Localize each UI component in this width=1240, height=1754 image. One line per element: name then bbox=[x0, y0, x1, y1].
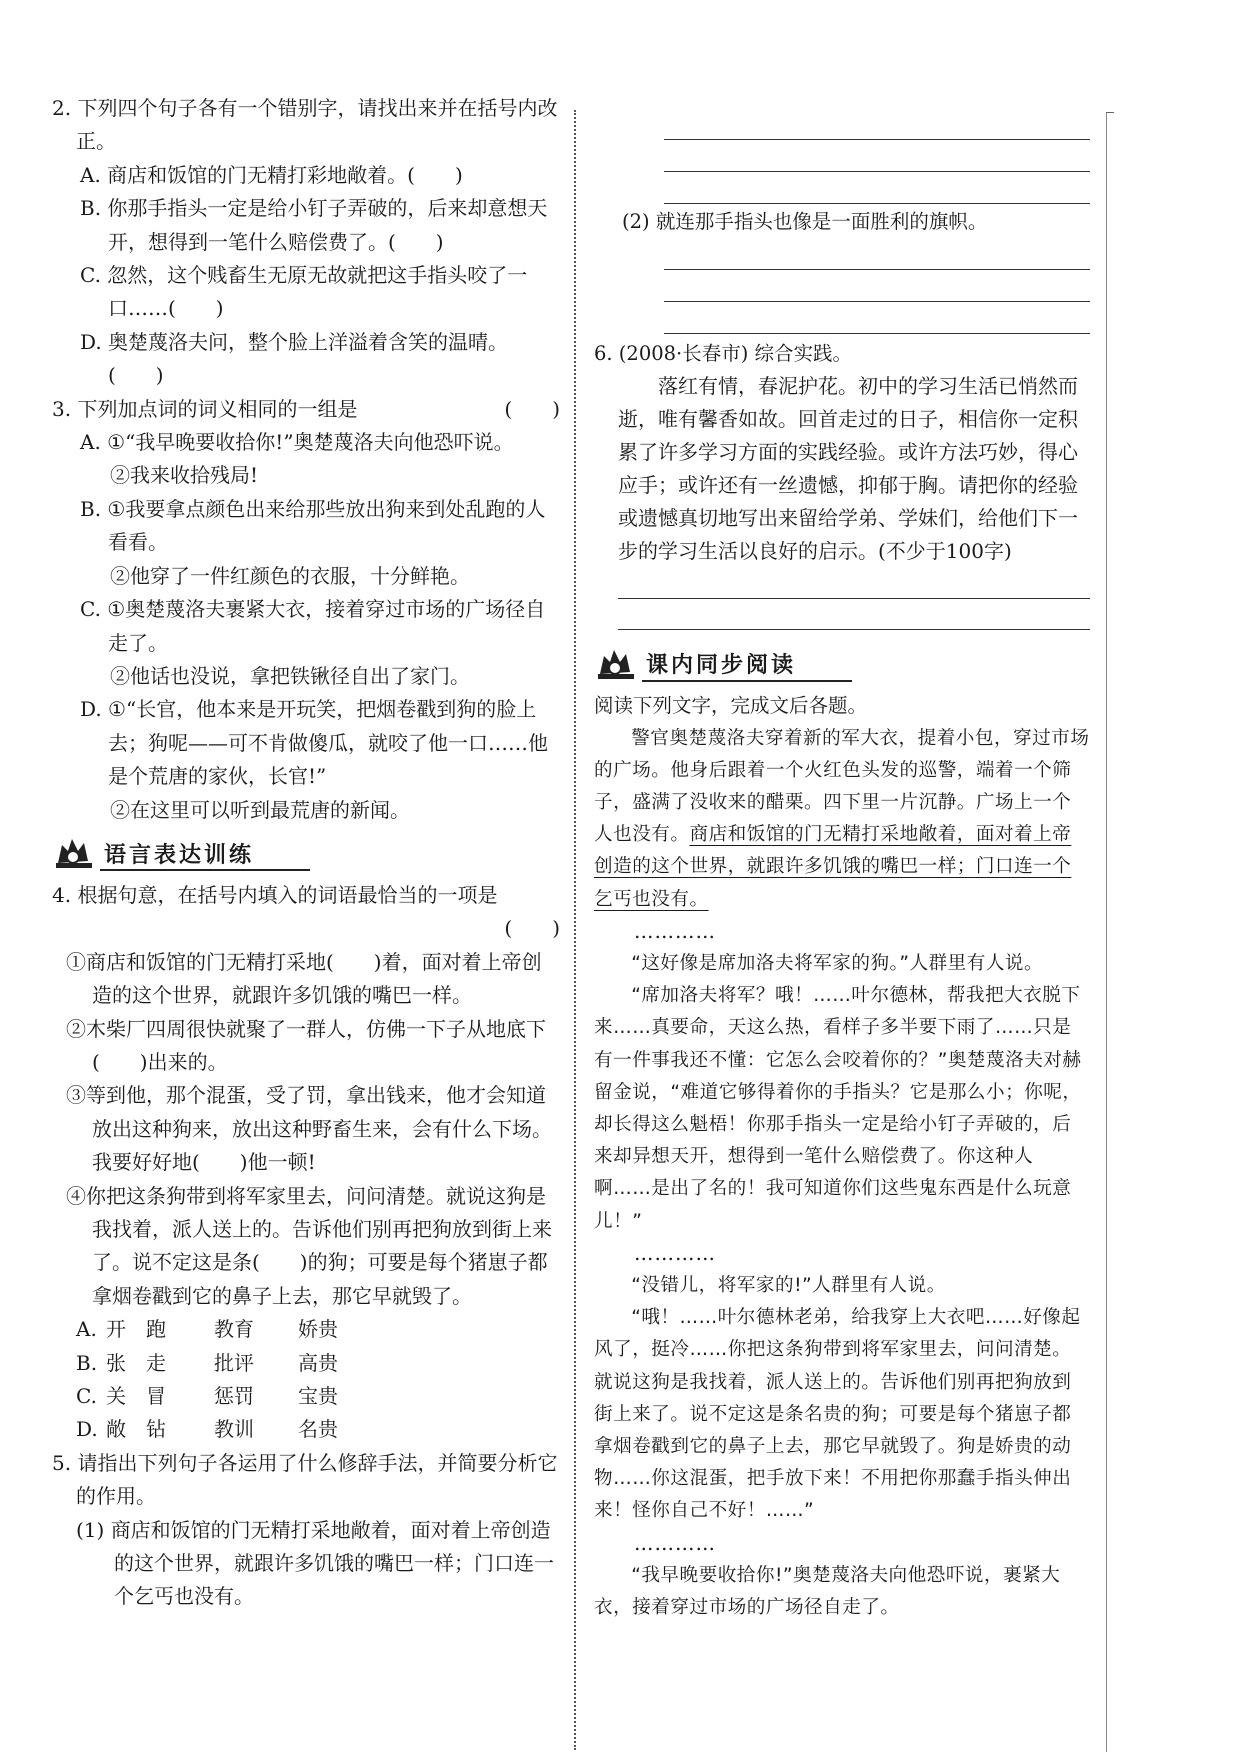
answer-line[interactable] bbox=[664, 238, 1090, 270]
reading-intro: 阅读下列文字，完成文后各题。 bbox=[594, 694, 868, 718]
ellipsis: ………… bbox=[634, 919, 716, 943]
ellipsis: ………… bbox=[634, 1241, 716, 1265]
q3-option-c2: ②他话也没说，拿把铁锹径自出了家门。 bbox=[110, 663, 470, 688]
q3-option-d1: D. ①“长官，他本来是开玩笑，把烟卷戳到狗的脸上去；狗呢——可不肯做傻瓜，就咬了他一口……他是个荒唐的家伙，长官!” bbox=[80, 697, 548, 789]
q2-option-b: B. 你那手指头一定是给小钉子弄破的，后来却意想天开，想得到一笔什么赔偿费了。( ) bbox=[80, 196, 548, 254]
question-2-stem: 2. 下列四个句子各有一个错别字，请找出来并在括号内改正。 bbox=[52, 96, 558, 154]
q4-option-b: B. 张 走 批评 高贵 bbox=[76, 1350, 338, 1375]
q3-answer-bracket: ( ) bbox=[504, 396, 560, 421]
reading-p1-underlined: 商店和饭馆的门无精打采地敞着，面对着上帝创造的这个世界，就跟许多饥饿的嘴巴一样；门口连一个乞丐也没有。 bbox=[594, 824, 1072, 910]
q5-item-1: (1) 商店和饭馆的门无精打采地敞着，面对着上帝创造的这个世界，就跟许多饥饿的嘴巴一样；门口连一个乞丐也没有。 bbox=[76, 1517, 554, 1609]
answer-line[interactable] bbox=[618, 599, 1090, 630]
q6-body: 落红有情，春泥护花。初中的学习生活已悄然而逝，唯有馨香如故。回首走过的日子，相信你一定积累了许多学习方面的实践经验。或许方法巧妙，得心应手；或许还有一丝遗憾，抑郁于胸。请把你的经验或遗憾真切地写出来留给学弟、学妹们，给他们下一步的学习生活以良好的启示。(不少于100字) bbox=[618, 374, 1078, 564]
section-heading-reading bbox=[594, 644, 1090, 686]
q4-option-c: C. 关 冒 惩罚 宝贵 bbox=[76, 1384, 338, 1409]
answer-line[interactable] bbox=[664, 270, 1090, 302]
answer-line[interactable] bbox=[664, 302, 1090, 334]
ellipsis: ………… bbox=[634, 1531, 716, 1555]
q3-option-b2: ②他穿了一件红颜色的衣服，十分鲜艳。 bbox=[110, 563, 470, 588]
answer-line[interactable] bbox=[664, 172, 1090, 204]
q4-option-d: D. 敞 钻 教训 名贵 bbox=[76, 1417, 338, 1442]
q2-option-a: A. 商店和饭馆的门无精打彩地敞着。( ) bbox=[80, 162, 463, 187]
section-heading-language bbox=[52, 833, 560, 875]
answer-line[interactable] bbox=[618, 568, 1090, 599]
q4-item-4: ④你把这条狗带到将军家里去，问问清楚。就说这狗是我找着，派人送上的。告诉他们别再把狗放到街上来了。说不定这是条( )的狗；可要是每个猪崽子都拿烟卷戳到它的鼻子上去，那它早就毁了。 bbox=[66, 1183, 552, 1308]
reading-p1-text: 警官奥楚蔑洛夫穿着新的军大衣，提着小包，穿过市场的广场。他身后跟着一个火红色头发的巡警，端着一个筛子，盛满了没收来的醋栗。四下里一片沉静。广场上一个人也没有。 bbox=[594, 727, 1090, 846]
q3-option-a2: ②我来收拾残局! bbox=[110, 463, 259, 488]
q2-option-c: C. 忽然，这个贱畜生无原无故就把这手指头咬了一口……( ) bbox=[80, 263, 528, 321]
mascot-icon bbox=[52, 833, 96, 873]
reading-paragraph-6: “我早晚要收拾你!”奥楚蔑洛夫向他恐吓说，裹紧大衣，接着穿过市场的广场径自走了。 bbox=[594, 1564, 1061, 1619]
column-divider bbox=[574, 110, 576, 1750]
answer-line[interactable] bbox=[664, 140, 1090, 172]
q3-option-d2: ②在这里可以听到最荒唐的新闻。 bbox=[110, 797, 410, 822]
q4-item-3: ③等到他，那个混蛋，受了罚，拿出钱来，他才会知道放出这种狗来，放出这种野畜生来，会有什么下场。我要好好地( )他一顿! bbox=[66, 1083, 552, 1175]
q4-option-a: A. 开 跑 教育 娇贵 bbox=[76, 1317, 338, 1342]
q4-options bbox=[52, 1313, 560, 1447]
q2-option-d: D. 奥楚蔑洛夫问，整个脸上洋溢着含笑的温晴。( ) bbox=[80, 329, 509, 388]
reading-paragraph-1 bbox=[594, 723, 1090, 916]
q3-option-c1: C. ①奥楚蔑洛夫裹紧大衣，接着穿过市场的广场径自走了。 bbox=[80, 597, 546, 655]
q3-stem-text: 3. 下列加点词的词义相同的一组是 bbox=[52, 396, 358, 421]
right-column bbox=[594, 108, 1090, 1624]
q5-item-2: (2) 就连那手指头也像是一面胜利的旗帜。 bbox=[622, 210, 988, 233]
reading-paragraph-4: “没错儿，将军家的!”人群里有人说。 bbox=[631, 1275, 946, 1297]
mascot-icon bbox=[594, 644, 638, 684]
section-underline bbox=[100, 869, 310, 871]
section-title-reading: 课内同步阅读 bbox=[646, 653, 797, 679]
q4-item-2: ②木柴厂四周很快就聚了一群人，仿佛一下子从地底下( )出来的。 bbox=[66, 1016, 546, 1074]
q4-item-1: ①商店和饭馆的门无精打采地( )着，面对着上帝创造的这个世界，就跟许多饥饿的嘴巴一样。 bbox=[66, 949, 542, 1008]
section-underline bbox=[642, 680, 852, 682]
section-title-language: 语言表达训练 bbox=[104, 842, 255, 868]
reading-paragraph-2: “这好像是席加洛夫将军家的狗。”人群里有人说。 bbox=[631, 953, 1044, 975]
left-column bbox=[52, 92, 560, 1614]
question-6-stem: 6. (2008·长春市) 综合实践。 bbox=[594, 342, 853, 366]
q3-option-b1: B. ①我要拿点颜色出来给那些放出狗来到处乱跑的人看看。 bbox=[80, 496, 546, 555]
page-edge-tick bbox=[1106, 112, 1114, 113]
answer-line[interactable] bbox=[664, 108, 1090, 140]
question-4-stem: 4. 根据句意，在括号内填入的词语最恰当的一项是 bbox=[52, 882, 498, 907]
question-5-stem: 5. 请指出下列句子各运用了什么修辞手法，并简要分析它的作用。 bbox=[52, 1450, 558, 1509]
q4-answer-bracket: ( ) bbox=[504, 916, 560, 941]
question-3-stem bbox=[52, 393, 560, 426]
page-edge-line bbox=[1106, 112, 1107, 1752]
reading-paragraph-5: “哦！……叶尔德林老弟，给我穿上大衣吧……好像起风了，挺冷……你把这条狗带到将军家里去，问问清楚。就说这狗是我找着，派人送上的。告诉他们别再把狗放到街上来了。说不定这是条名贵的狗；可要是每个猪崽子都拿烟卷戳到它的鼻子上去，那它早就毁了。狗是娇贵的动物……你这混蛋，把手放下来！不用把你那蠢手指头伸出来！怪你自己不好！……” bbox=[594, 1307, 1081, 1522]
q3-option-a1: A. ①“我早晚要收拾你!”奥楚蔑洛夫向他恐吓说。 bbox=[80, 430, 514, 455]
reading-paragraph-3: “席加洛夫将军？哦！……叶尔德林，帮我把大衣脱下来……真要命，天这么热，看样子多半要下雨了……只是有一件事我还不懂：它怎么会咬着你的？”奥楚蔑洛夫对赫留金说，“难道它够得着你的手指头？它是那么小；你呢，却长得这么魁梧！你那手指头一定是给小钉子弄破的，后来却异想天开，想得到一笔什么赔偿费了。你这种人啊……是出了名的！我可知道你们这些鬼东西是什么玩意儿！” bbox=[594, 985, 1082, 1232]
